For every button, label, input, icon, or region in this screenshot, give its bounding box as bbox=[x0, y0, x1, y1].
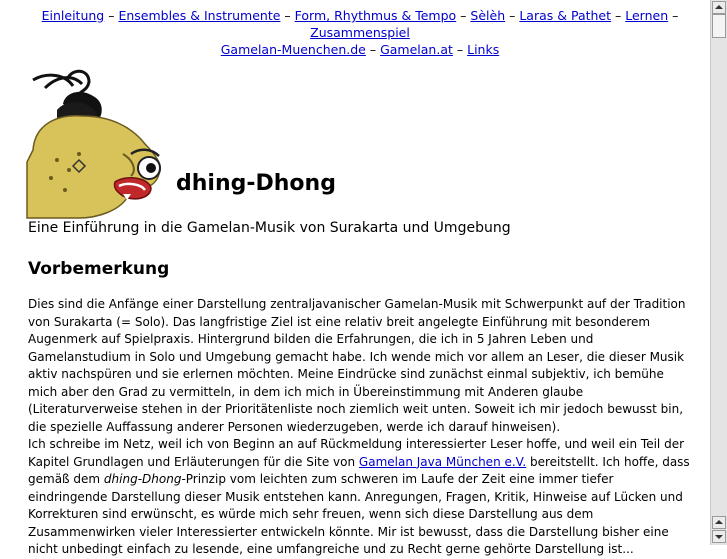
nav-link-gamelan-muenchen[interactable]: Gamelan-Muenchen.de bbox=[220, 42, 366, 57]
nav-separator: – bbox=[460, 8, 467, 23]
wayang-puppet-head-icon bbox=[27, 70, 175, 218]
nav-separator: – bbox=[672, 8, 679, 23]
dhing-dhong-term: dhing-Dhong bbox=[103, 472, 182, 486]
nav-link-seleh[interactable]: Sèlèh bbox=[470, 8, 506, 23]
article-body bbox=[28, 296, 690, 559]
section-heading: Vorbemerkung bbox=[28, 259, 170, 279]
paragraph-2-text: -Prinzip vom leichten zum schweren im Laufe der Zeit eine immer tiefer eindringende Darstellung dieser Musik entstehen kann. Anregungen, Fragen, Kritik, Hinweise auf Lücken und Korrekturen sind erwünscht, es würde mich sehr freuen, wenn sich diese Darstellung aus dem Zusammenwirken vieler Interessierter entwickeln könnte. Mir ist bewusst, dass die Darstellung bisher eine nicht unbedingt einfach zu lesende, eine umfangreiche und zu Recht gerne gehörte Darstellung ist... bbox=[28, 472, 683, 556]
nav-separator: – bbox=[284, 8, 291, 23]
gamelan-java-muenchen-link[interactable]: Gamelan Java München e.V. bbox=[358, 454, 527, 469]
site-subtitle: Eine Einführung in die Gamelan-Musik von Surakarta und Umgebung bbox=[28, 220, 511, 236]
nav-link-laras[interactable]: Laras & Pathet bbox=[519, 8, 612, 23]
nav-separator: – bbox=[369, 42, 377, 57]
nav-link-links[interactable]: Links bbox=[467, 42, 500, 57]
nav-link-gamelan-at[interactable]: Gamelan.at bbox=[380, 42, 453, 57]
nav-link-zusammenspiel[interactable]: Zusammenspiel bbox=[310, 25, 410, 40]
top-navigation bbox=[20, 7, 700, 58]
vertical-scrollbar[interactable] bbox=[710, 0, 727, 545]
nav-link-einleitung[interactable]: Einleitung bbox=[41, 8, 105, 23]
nav-link-form[interactable]: Form, Rhythmus & Tempo bbox=[294, 8, 457, 23]
paragraph-2-text: Ich schreibe im Netz, weil ich von Beginn an auf Rückmeldung interessierter Leser hoffe, und weil ein Teil der Kapitel Grundlagen und Erläuterungen für die Site von bbox=[28, 437, 685, 469]
nav-separator: – bbox=[108, 8, 115, 23]
nav-link-lernen[interactable]: Lernen bbox=[625, 8, 669, 23]
site-title: dhing-Dhong bbox=[176, 171, 336, 196]
arrow-up-icon[interactable] bbox=[712, 516, 726, 529]
nav-separator: – bbox=[456, 42, 464, 57]
paragraph-1: Dies sind die Anfänge einer Darstellung zentraljavanischer Gamelan-Musik mit Schwerpunkt auf der Tradition von Surakarta (= Solo). Das langfristige Ziel ist eine relativ breit angelegte Einführung mit besonderem Augenmerk auf Spielpraxis. Hintergrund bilden die Erfahrungen, die ich in 5 Jahren Leben und Gamelanstudium in Solo und Umgebung gemacht habe. Ich wende mich vor allem an Leser, die dieser Musik aktiv nachspüren und sie erlernen möchten. Meine Eindrücke sind zunächst einmal subjektiv, ich bemühe mich aber den Grad zu vermitteln, in dem ich mich in Übereinstimmung mit Anderen glaube (Literaturverweise stehen in der Prioritätenliste noch ziemlich weit unten. Soweit ich mir jedoch bewusst bin, die spezielle Auffassung anderer Personen wiederzugeben, werde ich darauf hinweisen). bbox=[28, 297, 686, 434]
paragraph-2-text: bereitstellt. Ich hoffe, dass gemäß dem bbox=[28, 454, 690, 486]
arrow-up-icon[interactable] bbox=[712, 1, 726, 14]
arrow-down-icon[interactable] bbox=[712, 530, 726, 543]
nav-link-ensembles[interactable]: Ensembles & Instrumente bbox=[118, 8, 281, 23]
nav-separator: – bbox=[615, 8, 622, 23]
nav-separator: – bbox=[509, 8, 516, 23]
scrollbar-thumb[interactable] bbox=[712, 14, 726, 38]
